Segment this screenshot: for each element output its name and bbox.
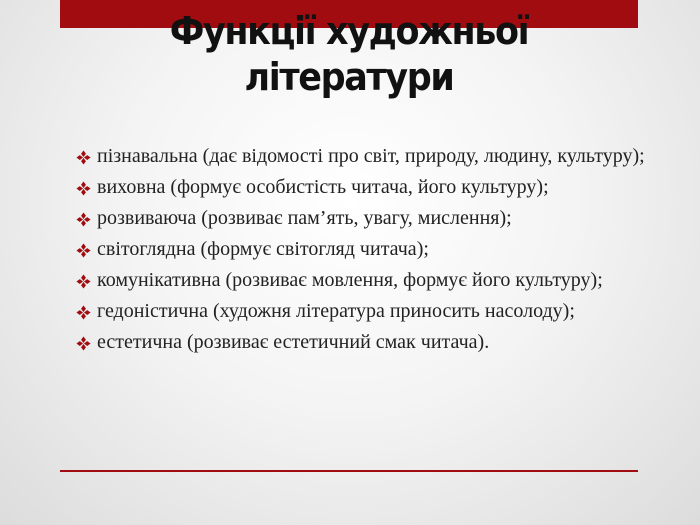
diamond-bullet-icon bbox=[76, 336, 91, 351]
list-item-text: пізнавальна (дає відомості про світ, природу, людину, культуру); bbox=[97, 145, 645, 167]
list-item-text: світоглядна (формує світогляд читача); bbox=[97, 238, 429, 260]
list-item bbox=[76, 145, 656, 168]
list-item bbox=[76, 207, 656, 230]
list-item bbox=[76, 300, 656, 323]
bottom-divider bbox=[60, 470, 638, 472]
diamond-bullet-icon bbox=[76, 150, 91, 165]
list-item bbox=[76, 269, 656, 292]
functions-list bbox=[76, 145, 656, 362]
list-item-text: естетична (розвиває естетичний смак читача). bbox=[97, 331, 490, 353]
diamond-bullet-icon bbox=[76, 181, 91, 196]
list-item-text: гедоністична (художня література приносить насолоду); bbox=[97, 300, 575, 322]
list-item bbox=[76, 176, 656, 199]
diamond-bullet-icon bbox=[76, 274, 91, 289]
slide-title: Функції художньої літератури bbox=[169, 9, 529, 99]
diamond-bullet-icon bbox=[76, 243, 91, 258]
list-item-text: комунікативна (розвиває мовлення, формує його культуру); bbox=[97, 269, 603, 291]
list-item-text: виховна (формує особистість читача, його культуру); bbox=[97, 176, 549, 198]
list-item bbox=[76, 331, 656, 354]
list-item bbox=[76, 238, 656, 261]
diamond-bullet-icon bbox=[76, 212, 91, 227]
list-item-text: розвиваюча (розвиває пам’ять, увагу, мислення); bbox=[97, 207, 512, 229]
diamond-bullet-icon bbox=[76, 305, 91, 320]
